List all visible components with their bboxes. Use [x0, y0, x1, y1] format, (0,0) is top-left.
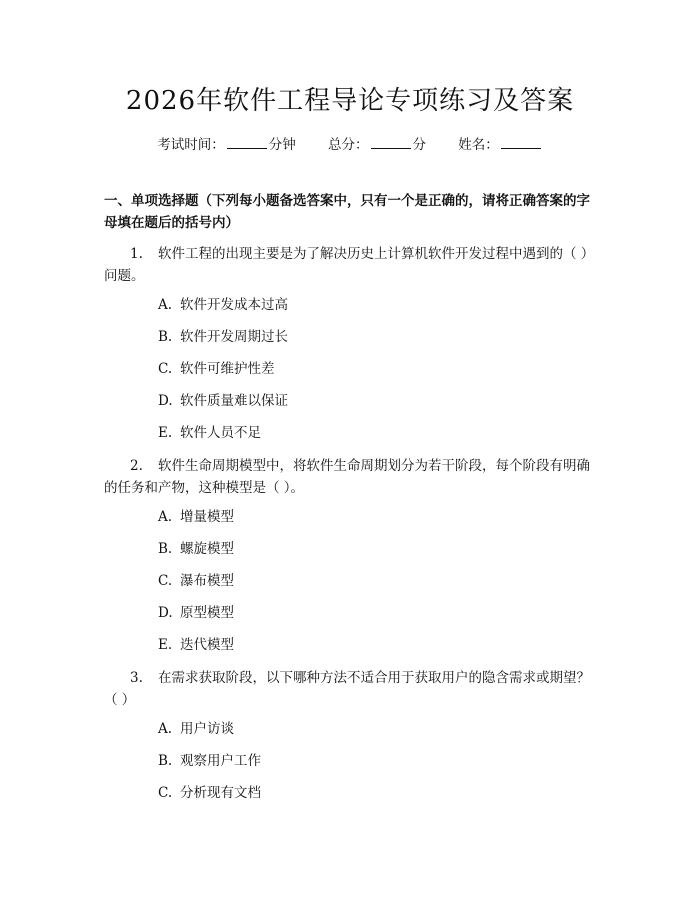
option-item [158, 571, 234, 591]
option-letter: A. [158, 509, 173, 525]
question-number: 3. [130, 670, 143, 686]
option-text: 软件人员不足 [180, 425, 261, 441]
option-text: 原型模型 [180, 605, 234, 621]
option-text: 迭代模型 [180, 637, 234, 653]
option-letter: D. [158, 605, 173, 621]
document-title: 2026年软件工程导论专项练习及答案 [125, 86, 575, 116]
option-text: 观察用户工作 [180, 753, 261, 769]
exam-meta [0, 133, 700, 153]
option-text: 软件开发周期过长 [180, 329, 288, 345]
question-text: 在需求获取阶段，以下哪种方法不适合用于获取用户的隐含需求或期望？（ ） [104, 670, 590, 708]
option-letter: B. [158, 753, 173, 769]
option-item [158, 751, 261, 771]
option-item [158, 507, 234, 527]
option-letter: E. [158, 637, 173, 653]
total-score-label: 总分： [328, 137, 369, 153]
question-text: 软件生命周期模型中，将软件生命周期划分为若干阶段，每个阶段有明确的任务和产物，这种模型是（ ）。 [104, 458, 590, 496]
question-3 [104, 667, 600, 711]
option-letter: E. [158, 425, 173, 441]
option-item [158, 423, 261, 443]
option-letter: C. [158, 573, 173, 589]
question-text: 软件工程的出现主要是为了解决历史上计算机软件开发过程中遇到的（ ）问题。 [104, 246, 595, 284]
exam-time-label: 考试时间： [157, 137, 225, 153]
total-score [328, 133, 426, 153]
option-text: 螺旋模型 [180, 541, 234, 557]
option-text: 瀑布模型 [180, 573, 234, 589]
option-letter: C. [158, 785, 173, 801]
exam-time-blank [227, 136, 267, 149]
option-item [158, 719, 234, 739]
option-letter: B. [158, 329, 173, 345]
question-1 [104, 243, 600, 287]
option-item [158, 539, 234, 559]
total-score-unit: 分 [412, 137, 426, 153]
student-name-label: 姓名： [458, 137, 499, 153]
exam-time-unit: 分钟 [268, 137, 296, 153]
option-item [158, 783, 261, 803]
option-letter: A. [158, 297, 173, 313]
option-item [158, 295, 288, 315]
student-name [458, 133, 543, 153]
option-letter: B. [158, 541, 173, 557]
question-number: 2. [130, 458, 143, 474]
option-text: 增量模型 [180, 509, 234, 525]
option-text: 软件质量难以保证 [180, 393, 288, 409]
option-letter: A. [158, 721, 173, 737]
student-name-blank [501, 136, 541, 149]
option-item [158, 635, 234, 655]
option-item [158, 603, 234, 623]
option-letter: D. [158, 393, 173, 409]
total-score-blank [371, 136, 411, 149]
option-item [158, 327, 288, 347]
option-item [158, 391, 288, 411]
question-2 [104, 455, 600, 499]
option-item [158, 359, 275, 379]
question-number: 1. [130, 246, 143, 262]
exam-time [157, 133, 296, 153]
section-title: 一、单项选择题（下列每小题备选答案中，只有一个是正确的，请将正确答案的字母填在题后的括号内） [104, 193, 590, 231]
option-letter: C. [158, 361, 173, 377]
option-text: 软件开发成本过高 [180, 297, 288, 313]
option-text: 用户访谈 [180, 721, 234, 737]
option-text: 软件可维护性差 [180, 361, 275, 377]
option-text: 分析现有文档 [180, 785, 261, 801]
